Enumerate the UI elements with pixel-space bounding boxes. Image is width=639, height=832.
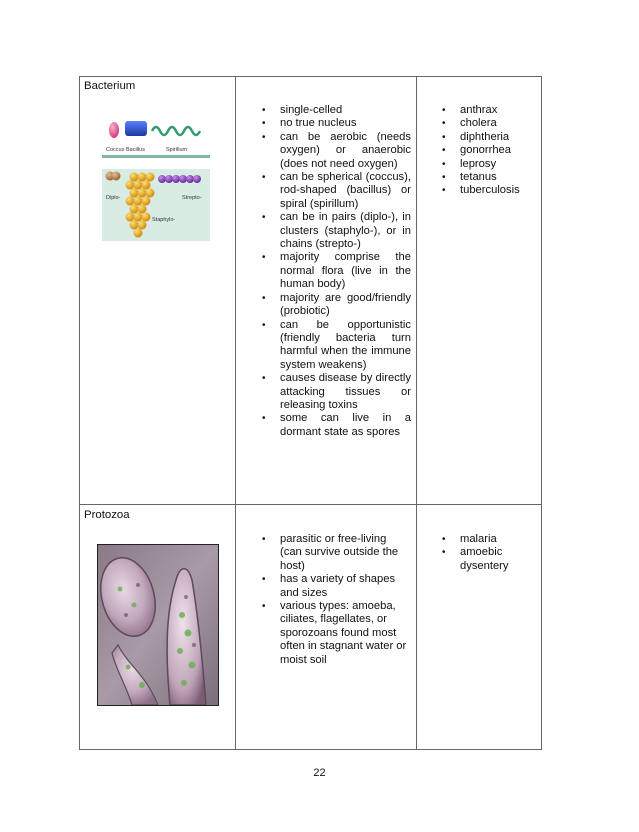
list-item: • diphtheria xyxy=(436,131,536,144)
table-border-top xyxy=(79,76,542,77)
protozoa-characteristics-list xyxy=(256,533,411,667)
list-item: • amoebic dysentery xyxy=(436,546,536,573)
list-item: • anthrax xyxy=(436,104,536,117)
list-item: • various types: amoeba, ciliates, flagellates, or sporozoans found most often in stagnant water or moist soil xyxy=(256,600,411,667)
label-diplo: Diplo- xyxy=(106,195,121,201)
list-item: • has a variety of shapes and sizes xyxy=(256,573,411,600)
table-border-bottom xyxy=(79,749,542,750)
list-item: • majority are good/friendly (probiotic) xyxy=(256,292,411,319)
list-item: • can be spherical (coccus), rod-shaped (bacillus) or spiral (spirillum) xyxy=(256,171,411,211)
list-item: • causes disease by directly attacking tissues or releasing toxins xyxy=(256,372,411,412)
list-item: • can be aerobic (needs oxygen) or anaerobic (does not need oxygen) xyxy=(256,131,411,171)
list-item: • leprosy xyxy=(436,158,536,171)
list-item: • no true nucleus xyxy=(256,117,411,130)
table-border-col1 xyxy=(235,76,236,750)
organism-name-protozoa: Protozoa xyxy=(84,509,130,521)
list-item: • can be in pairs (diplo-), in clusters (staphylo-), or in chains (strepto-) xyxy=(256,211,411,251)
list-item: • malaria xyxy=(436,533,536,546)
label-coccus: Coccus xyxy=(106,147,125,153)
bacterium-diseases-list xyxy=(436,104,536,198)
list-item: • majority comprise the normal flora (live in the human body) xyxy=(256,251,411,291)
label-bacillus: Bacillus xyxy=(126,147,145,153)
list-item: • some can live in a dormant state as spores xyxy=(256,412,411,439)
table-border-left xyxy=(79,76,80,750)
table-border-col2 xyxy=(416,76,417,750)
label-spirillum: Spirillum xyxy=(166,147,188,153)
table-border-row xyxy=(79,504,542,505)
page-number: 22 xyxy=(313,767,326,779)
list-item: • can be opportunistic (friendly bacteria turn harmful when the immune system weakens) xyxy=(256,319,411,373)
list-item: • parasitic or free-living (can survive outside the host) xyxy=(256,533,411,573)
protozoa-micrograph-image xyxy=(97,544,219,706)
list-item: • tetanus xyxy=(436,171,536,184)
bacterium-characteristics-list xyxy=(256,104,411,439)
list-item: • cholera xyxy=(436,117,536,130)
protozoa-diseases-list xyxy=(436,533,536,573)
list-item: • tuberculosis xyxy=(436,184,536,197)
list-item: • gonorrhea xyxy=(436,144,536,157)
label-strepto: Strepto- xyxy=(182,195,202,201)
label-staphylo: Staphylo- xyxy=(152,217,176,223)
organism-name-bacterium: Bacterium xyxy=(84,80,136,92)
bacteria-shapes-image xyxy=(102,111,210,241)
table-border-right xyxy=(541,76,542,750)
organism-table xyxy=(79,76,542,750)
list-item: • single-celled xyxy=(256,104,411,117)
